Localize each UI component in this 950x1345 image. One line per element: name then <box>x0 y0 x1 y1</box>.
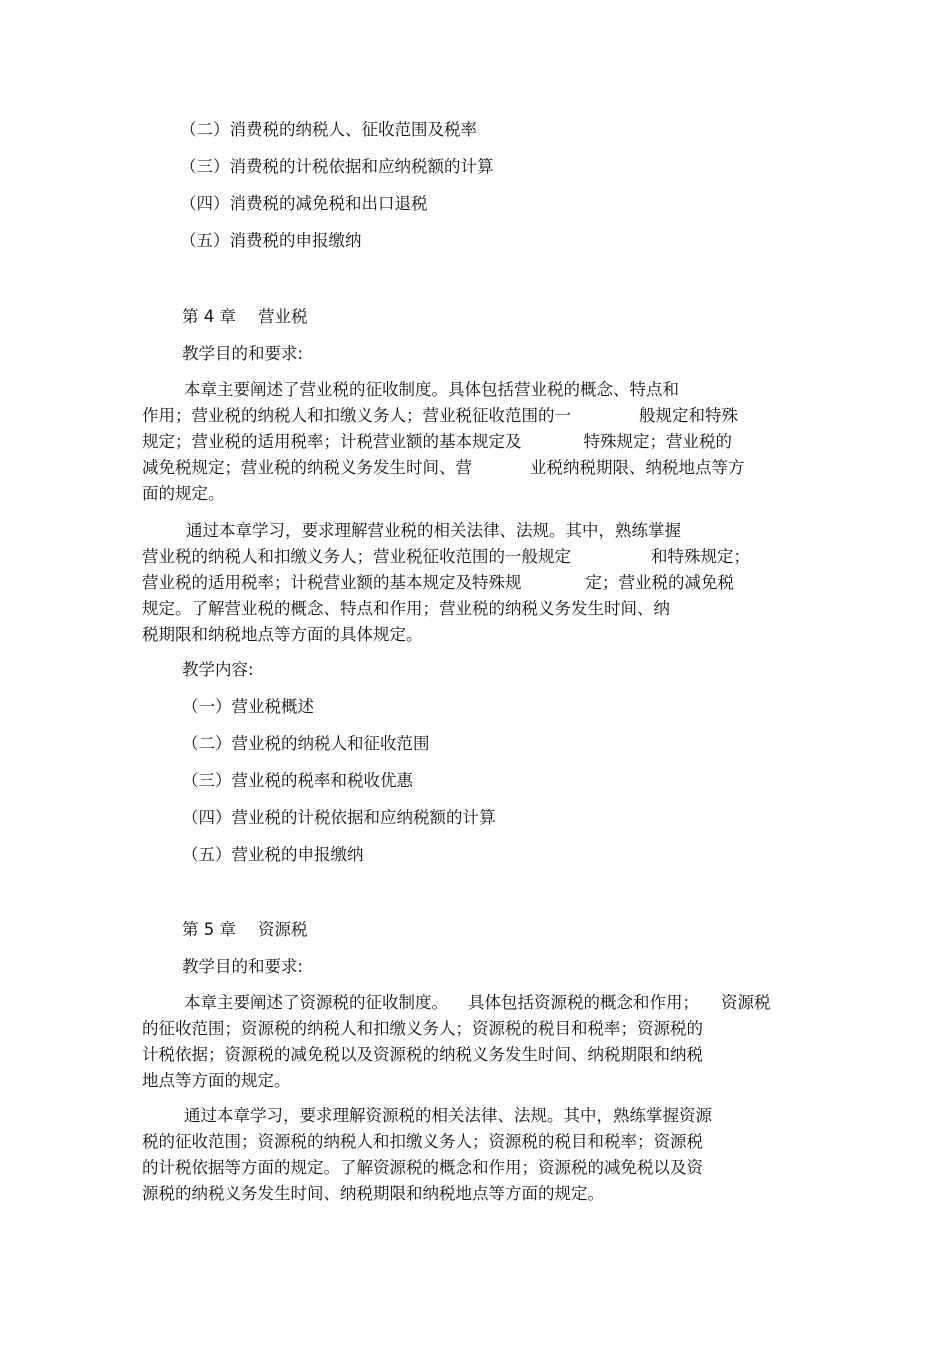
paragraph-line: 本章主要阐述了资源税的征收制度。 具体包括资源税的概念和作用； 资源税 <box>184 993 771 1012</box>
paragraph-line: 源税的纳税义务发生时间、纳税期限和纳税地点等方面的规定。 <box>142 1184 604 1203</box>
paragraph-line: 的征收范围；资源税的纳税人和扣缴义务人；资源税的税目和税率；资源税的 <box>142 1019 703 1038</box>
section-heading: 教学内容: <box>182 660 254 679</box>
paragraph-line: 营业税的纳税人和扣缴义务人；营业税征收范围的一般规定 和特殊规定； <box>142 547 750 566</box>
chapter-heading <box>182 307 308 327</box>
paragraph-line: 减免税规定；营业税的纳税义务发生时间、营 业税纳税期限、纳税地点等方 <box>142 458 745 477</box>
chapter-title: 营业税 <box>258 307 308 326</box>
paragraph-line: 税的征收范围；资源税的纳税人和扣缴义务人；资源税的税目和税率；资源税 <box>142 1132 703 1151</box>
paragraph-line: 的计税依据等方面的规定。了解资源税的概念和作用；资源税的减免税以及资 <box>142 1158 703 1177</box>
list-item: （五）消费税的申报缴纳 <box>180 231 362 250</box>
paragraph-line: 规定。了解营业税的概念、特点和作用；营业税的纳税义务发生时间、纳 <box>142 599 670 618</box>
list-item: （四）营业税的计税依据和应纳税额的计算 <box>182 808 496 827</box>
paragraph-line: 营业税的适用税率；计税营业额的基本规定及特殊规 定；营业税的减免税 <box>142 573 734 592</box>
paragraph-line: 地点等方面的规定。 <box>142 1071 291 1090</box>
paragraph-line: 计税依据；资源税的减免税以及资源税的纳税义务发生时间、纳税期限和纳税 <box>142 1045 703 1064</box>
paragraph-line: 面的规定。 <box>142 484 225 503</box>
paragraph-line: 通过本章学习，要求理解营业税的相关法律、法规。其中，熟练掌握 <box>186 521 681 540</box>
list-item: （二）营业税的纳税人和征收范围 <box>182 734 430 753</box>
section-heading: 教学目的和要求: <box>182 344 304 363</box>
section-heading: 教学目的和要求: <box>182 957 304 976</box>
paragraph-line: 税期限和纳税地点等方面的具体规定。 <box>142 625 423 644</box>
paragraph-line: 作用；营业税的纳税人和扣缴义务人；营业税征收范围的一 般规定和特殊 <box>142 406 738 425</box>
chapter-number: 第 5 章 <box>182 920 236 939</box>
list-item: （五）营业税的申报缴纳 <box>182 845 364 864</box>
chapter-number: 第 4 章 <box>182 307 236 326</box>
chapter-title: 资源税 <box>258 920 308 939</box>
paragraph-line: 本章主要阐述了营业税的征收制度。具体包括营业税的概念、特点和 <box>184 380 679 399</box>
paragraph-line: 通过本章学习，要求理解资源税的相关法律、法规。其中，熟练掌握资源 <box>184 1106 712 1125</box>
list-item: （三）消费税的计税依据和应纳税额的计算 <box>180 157 494 176</box>
list-item: （一）营业税概述 <box>182 697 314 716</box>
list-item: （三）营业税的税率和税收优惠 <box>182 771 413 790</box>
paragraph-line: 规定；营业税的适用税率；计税营业额的基本规定及 特殊规定；营业税的 <box>142 432 732 451</box>
list-item: （四）消费税的减免税和出口退税 <box>180 194 428 213</box>
chapter-heading <box>182 920 308 940</box>
list-item: （二）消费税的纳税人、征收范围及税率 <box>180 120 477 139</box>
